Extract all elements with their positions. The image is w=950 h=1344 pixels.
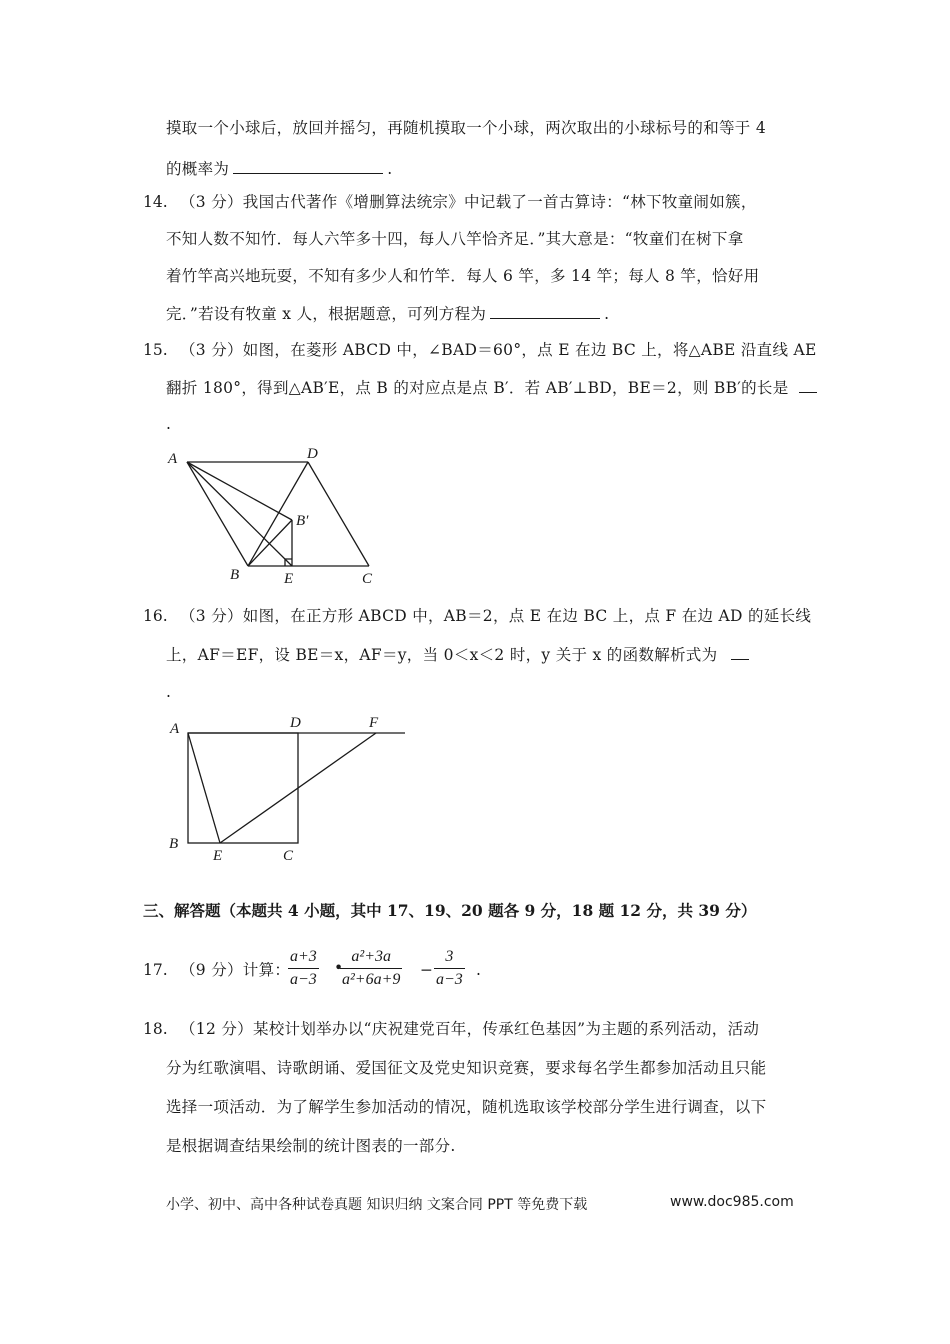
q17-fraction-3-numerator: 3	[434, 946, 465, 969]
q17-fraction-1-numerator: a+3	[288, 946, 319, 969]
q17-fraction-2-numerator: a²+3a	[340, 946, 402, 969]
q15-segment-ab1	[187, 462, 292, 520]
q14-line2: 不知人数不知竹．每人六竿多十四，每人八竿恰齐足．”其大意是：“牧童们在树下拿	[166, 230, 744, 248]
q17-fraction-1	[288, 946, 319, 991]
q14-line1: （3 分）我国古代著作《增删算法统宗》中记载了一首古算诗：“林下牧童闹如簇，	[180, 193, 757, 211]
q15-number: 15.	[143, 341, 168, 359]
q13-answer-blank[interactable]	[233, 157, 383, 174]
section3-title: 三、解答题（本题共 4 小题，其中 17、19、20 题各 9 分，18 题 12 分，共 39 分）	[143, 901, 757, 920]
q17-fraction-3-denominator: a−3	[436, 971, 463, 988]
footer-website-link[interactable]: www.doc985.com	[670, 1194, 794, 1210]
q16-number: 16.	[143, 607, 168, 625]
q16-segment-ae	[188, 733, 220, 843]
q13-line2-text: 的概率为	[166, 160, 230, 178]
q16-label-e: E	[213, 848, 223, 864]
q17-prefix: （9 分）计算：	[180, 961, 291, 979]
q18-line3: 选择一项活动．为了解学生参加活动的情况，随机选取该学校部分学生进行调查，以下	[166, 1098, 767, 1116]
q15-segment-dc	[308, 462, 369, 566]
q17-minus: −	[420, 961, 434, 979]
q18-line4: 是根据调查结果绘制的统计图表的一部分.	[166, 1137, 456, 1155]
q16-label-a: A	[170, 721, 180, 737]
q15-line2-text: 翻折 180°，得到△AB′E，点 B 的对应点是点 B′．若 AB′⊥BD，BE＝2，则 BB′的长是	[166, 379, 789, 397]
q15-line1: （3 分）如图，在菱形 ABCD 中，∠BAD＝60°，点 E 在边 BC 上，将△ABE 沿直线 AE	[180, 341, 817, 359]
q15-line3: .	[166, 415, 172, 433]
q14-answer-blank[interactable]	[490, 302, 600, 319]
q14-line4-end: .	[604, 305, 610, 323]
q18-line2: 分为红歌演唱、诗歌朗诵、爱国征文及党史知识竞赛，要求每名学生都参加活动且只能	[166, 1059, 767, 1077]
q16-label-f: F	[369, 715, 379, 731]
footer-left-text: 小学、初中、高中各种试卷真题 知识归纳 文案合同 PPT 等免费下载	[166, 1197, 588, 1213]
q15-label-b: B	[230, 567, 240, 583]
q15-label-d: D	[307, 446, 318, 462]
q17-end: .	[476, 961, 482, 979]
q17-fraction-3	[434, 946, 465, 991]
q15-label-a: A	[168, 451, 178, 467]
q16-label-d: D	[290, 715, 301, 731]
q14-number: 14.	[143, 193, 168, 211]
q13-line2	[166, 157, 392, 180]
q13-line2-end: .	[387, 160, 393, 178]
q14-line3: 着竹竿高兴地玩耍，不知有多少人和竹竿．每人 6 竿，多 14 竿；每人 8 竿，恰好用	[166, 267, 760, 285]
q15-rhombus-figure	[160, 440, 390, 590]
q17-fraction-2	[340, 946, 402, 991]
q13-line1: 摸取一个小球后，放回并摇匀，再随机摸取一个小球，两次取出的小球标号的和等于 4	[166, 119, 766, 137]
q15-answer-blank[interactable]	[799, 376, 817, 393]
q17-fraction-1-denominator: a−3	[290, 971, 317, 988]
q15-label-e: E	[284, 571, 294, 587]
q15-label-b1: B′	[296, 513, 309, 529]
q16-answer-blank[interactable]	[731, 643, 749, 660]
q16-line1: （3 分）如图，在正方形 ABCD 中，AB＝2，点 E 在边 BC 上，点 F 在边 AD 的延长线	[180, 607, 812, 625]
q14-line4	[166, 302, 609, 325]
q16-label-c: C	[283, 848, 294, 864]
q15-line2	[166, 376, 821, 399]
q17-fraction-2-denominator: a²+6a+9	[342, 971, 401, 988]
q16-square-figure	[160, 705, 420, 870]
q16-label-b: B	[169, 836, 179, 852]
q17-number: 17.	[143, 961, 168, 979]
q18-number: 18.	[143, 1020, 168, 1038]
q14-line4-text: 完．”若设有牧童 x 人，根据题意，可列方程为	[166, 305, 487, 323]
q16-line2-text: 上，AF＝EF，设 BE＝x，AF＝y，当 0＜x＜2 时，y 关于 x 的函数解析式为	[166, 646, 718, 664]
q15-label-c: C	[362, 571, 373, 587]
q16-line3: .	[166, 683, 172, 701]
q17-dot: •	[334, 959, 344, 977]
q16-line2	[166, 643, 753, 666]
q18-line1: （12 分）某校计划举办以“庆祝建党百年，传承红色基因”为主题的系列活动，活动	[180, 1020, 760, 1038]
